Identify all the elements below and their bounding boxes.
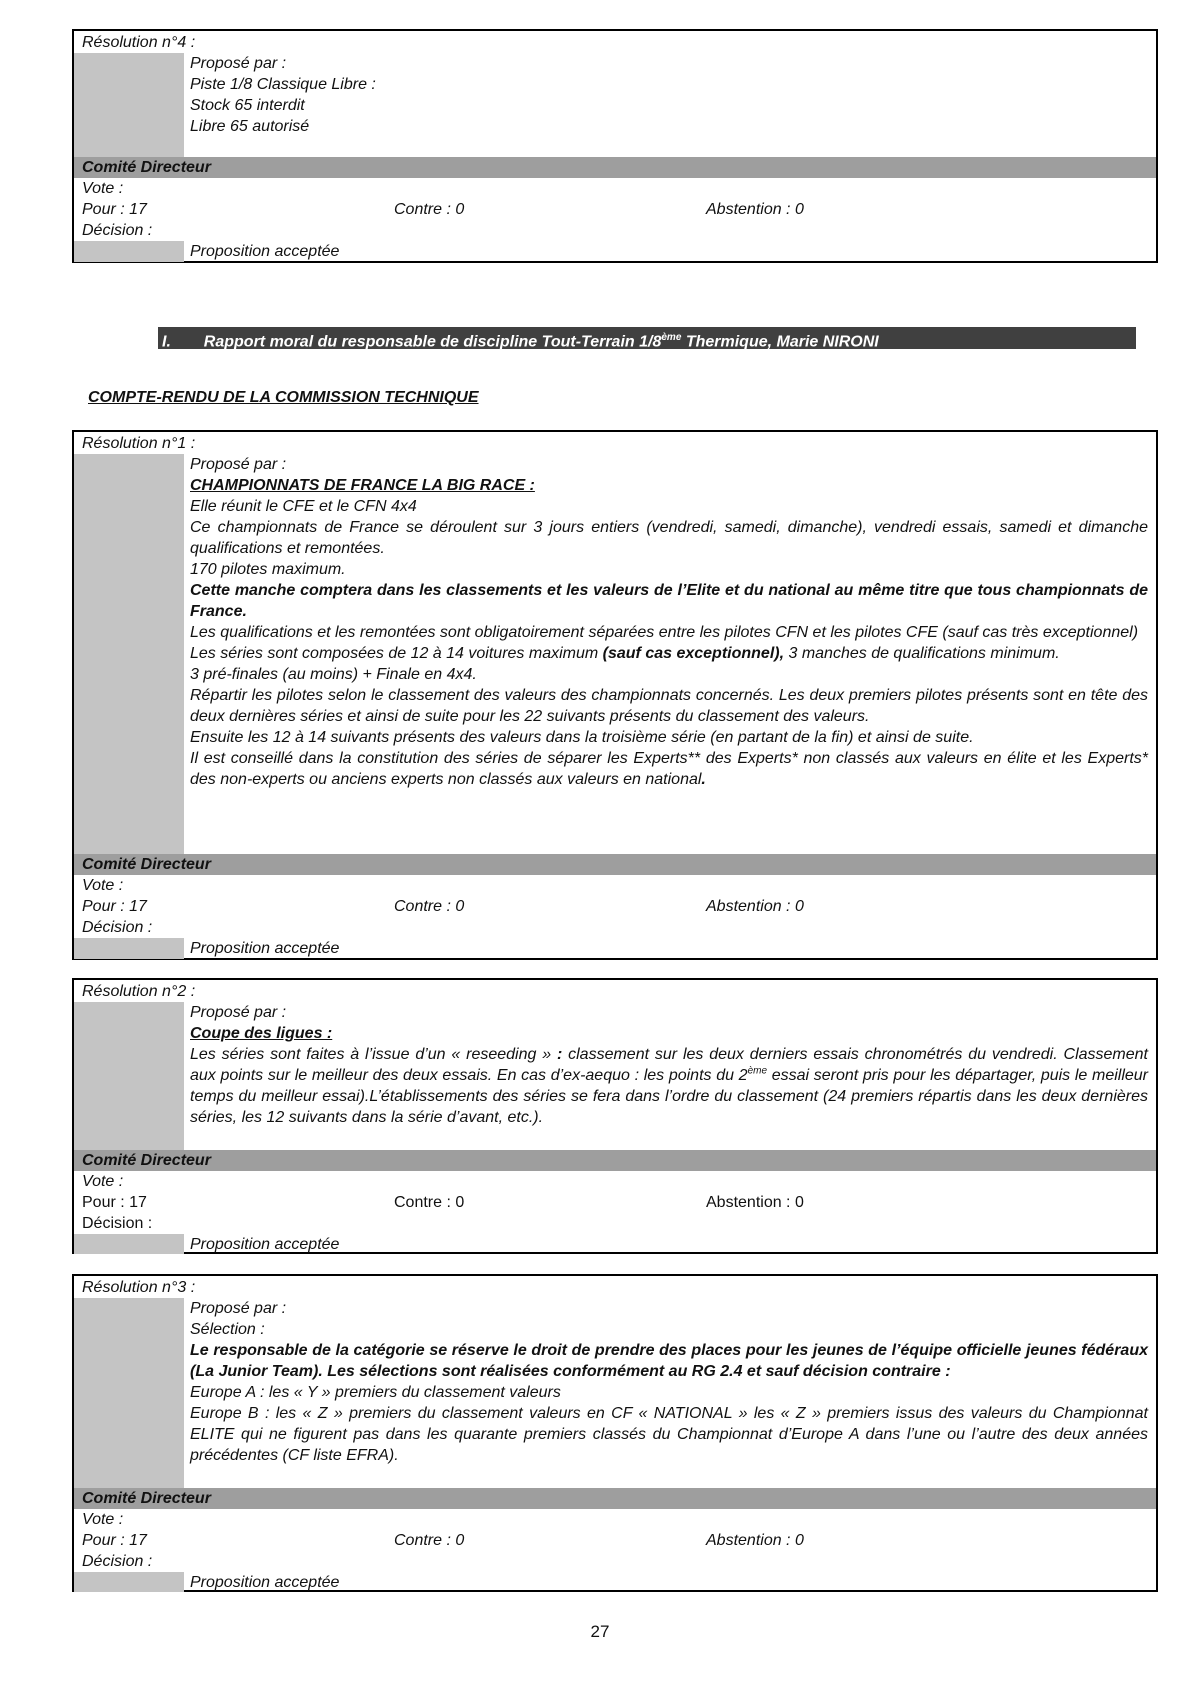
gray-margin-block	[74, 1298, 184, 1506]
proposed-by-label: Proposé par :	[190, 1300, 287, 1317]
text-start: Les séries sont faites à l’issue d’un « reseeding »	[190, 1046, 557, 1063]
proposal-line: Piste 1/8 Classique Libre :	[190, 76, 376, 93]
series-end: 3 manches de qualifications minimum.	[784, 645, 1060, 662]
vote-pour: Pour : 17	[82, 201, 147, 218]
decision-label-row	[82, 220, 1156, 241]
proposal-line: 3 pré-finales (au moins) + Finale en 4x4.	[190, 666, 477, 683]
proposal-line: Ensuite les 12 à 14 suivants présents des valeurs dans la troisième série (en partant de la fin) et ainsi de suite.	[190, 729, 974, 746]
committee-header: Comité Directeur	[74, 157, 1156, 178]
text-end: essai seront pris pour les départager, puis le meilleur temps du meilleur essai).L’établissements des séries se fera dans l’ordre du classement (24 premiers répartis dans les deux dernières séries, les 12 suivants dans la série d’avant, etc.).	[190, 1067, 1149, 1126]
resolution-title: Résolution n°4 :	[82, 34, 196, 51]
proposal-text	[190, 1298, 1148, 1466]
gray-margin-block	[74, 938, 184, 959]
proposal-line: Europe A : les « Y » premiers du classement valeurs	[190, 1384, 561, 1401]
page-number: 27	[590, 1622, 610, 1641]
series-start: Les séries sont composées de 12 à 14 voitures maximum	[190, 645, 603, 662]
last-line-text: Il est conseillé dans la constitution des séries de séparer les Experts** des Experts* non classés aux valeurs en élite et les Experts* des non-experts ou anciens experts non classés aux valeurs en national	[190, 750, 1148, 788]
series-bold: (sauf cas exceptionnel),	[602, 645, 785, 662]
committee-header: Comité Directeur	[74, 1150, 1156, 1171]
vote-contre: Contre : 0	[394, 898, 465, 915]
section-title-sup: ème	[661, 332, 682, 343]
proposed-by-label: Proposé par :	[190, 1004, 287, 1021]
vote-abstention: Abstention : 0	[706, 898, 804, 915]
text-colon: :	[556, 1046, 563, 1063]
vote-label-row	[82, 875, 1156, 896]
proposal-subheading: Sélection :	[190, 1321, 265, 1338]
resolution-2-box	[72, 978, 1158, 1254]
vote-results-row	[82, 199, 1156, 220]
commission-title: COMPTE-RENDU DE LA COMMISSION TECHNIQUE	[88, 389, 479, 406]
vote-abstention: Abstention : 0	[706, 1194, 804, 1211]
resolution-title: Résolution n°3 :	[82, 1279, 196, 1296]
committee-header: Comité Directeur	[74, 854, 1156, 875]
text-sup: ème	[747, 1065, 768, 1077]
resolution-title: Résolution n°2 :	[82, 983, 196, 1000]
vote-results-row	[82, 1530, 1156, 1551]
gray-margin-block	[74, 1572, 184, 1592]
resolution-4-box	[72, 29, 1158, 263]
resolution-1-box	[72, 430, 1158, 960]
section-heading-bar	[158, 327, 1136, 349]
vote-abstention: Abstention : 0	[706, 201, 804, 218]
proposal-bold-text: Le responsable de la catégorie se réserve le droit de prendre des places pour les jeunes de l’équipe officielle jeunes fédéraux (La Junior Team). Les sélections sont réalisées conformément au RG 2.4 et sauf décision contraire :	[190, 1342, 1148, 1380]
vote-label-row	[82, 178, 1156, 199]
vote-results-row	[82, 1192, 1156, 1213]
decision-label: Décision :	[82, 919, 153, 936]
resolution-title: Résolution n°1 :	[82, 435, 196, 452]
decision-text: Proposition acceptée	[190, 1574, 340, 1591]
proposal-last-line	[190, 748, 1148, 790]
section-title-end: Thermique, Marie NIRONI	[681, 333, 879, 351]
proposal-line: 170 pilotes maximum.	[190, 561, 346, 578]
proposal-line: Ce championnats de France se déroulent sur 3 jours entiers (vendredi, samedi, dimanche), vendredi essais, samedi et dimanche qualifications et remontées.	[190, 519, 1148, 557]
proposal-heading: CHAMPIONNATS DE FRANCE LA BIG RACE :	[190, 477, 535, 494]
proposal-line: Les qualifications et les remontées sont obligatoirement séparées entre les pilotes CFN et les pilotes CFE (sauf cas très exceptionnel)	[190, 624, 1139, 641]
proposal-text	[190, 53, 1148, 137]
decision-label: Décision :	[82, 222, 153, 239]
gray-margin-block	[74, 1234, 184, 1254]
proposal-line: Europe B : les « Z » premiers du classement valeurs en CF « NATIONAL » les « Z » premiers issus des valeurs du Championnat ELITE qui ne figurent pas dans les quarante premiers classés du Championnat d’Europe A dans l’une ou l’autre des deux années précédentes (CF liste EFRA).	[190, 1405, 1148, 1464]
committee-header: Comité Directeur	[74, 1488, 1156, 1509]
vote-pour: Pour : 17	[82, 1194, 147, 1211]
vote-contre: Contre : 0	[394, 1194, 465, 1211]
vote-label: Vote :	[82, 1173, 124, 1190]
last-line-dot: .	[701, 771, 706, 788]
vote-label: Vote :	[82, 877, 124, 894]
vote-contre: Contre : 0	[394, 201, 465, 218]
proposal-paragraph	[190, 1044, 1148, 1128]
decision-label: Décision :	[82, 1215, 153, 1232]
proposal-heading: Coupe des ligues :	[190, 1025, 333, 1042]
proposal-line: Stock 65 interdit	[190, 97, 305, 114]
vote-label-row	[82, 1171, 1156, 1192]
gray-margin-block	[74, 454, 184, 872]
decision-label-row	[82, 917, 1156, 938]
vote-label: Vote :	[82, 180, 124, 197]
gray-margin-block	[74, 241, 184, 262]
proposal-text	[190, 454, 1148, 790]
vote-label: Vote :	[82, 1511, 124, 1528]
section-title: Rapport moral du responsable de discipline Tout-Terrain 1/8	[203, 333, 662, 351]
decision-label: Décision :	[82, 1553, 153, 1570]
proposal-line: Elle réunit le CFE et le CFN 4x4	[190, 498, 417, 515]
vote-pour: Pour : 17	[82, 898, 147, 915]
proposal-line: Répartir les pilotes selon le classement des valeurs des championnats concernés. Les deux premiers pilotes présents sont en tête des deux dernières séries et ainsi de suite pour les 22 suivants présents du classement des valeurs.	[190, 687, 1148, 725]
vote-contre: Contre : 0	[394, 1532, 465, 1549]
proposed-by-label: Proposé par :	[190, 55, 287, 72]
vote-label-row	[82, 1509, 1156, 1530]
proposal-series-line	[190, 643, 1148, 664]
proposed-by-label: Proposé par :	[190, 456, 287, 473]
decision-label-row	[82, 1551, 1156, 1572]
text-mid: classement sur les deux derniers essais chronométrés du vendredi. Classement aux points sur le meilleur des deux essais. En cas d’ex-aequo : les points du 2	[190, 1046, 1148, 1084]
decision-text: Proposition acceptée	[190, 1236, 340, 1253]
proposal-bold-line: Cette manche comptera dans les classements et les valeurs de l’Elite et du national au même titre que tous championnats de France.	[190, 582, 1148, 620]
resolution-3-box	[72, 1274, 1158, 1592]
decision-text: Proposition acceptée	[190, 940, 340, 957]
gray-margin-block	[74, 1002, 184, 1168]
vote-pour: Pour : 17	[82, 1532, 147, 1549]
section-prefix: I.	[162, 333, 171, 351]
proposal-text	[190, 1002, 1148, 1128]
decision-text: Proposition acceptée	[190, 243, 340, 260]
vote-results-row	[82, 896, 1156, 917]
proposal-line: Libre 65 autorisé	[190, 118, 310, 135]
decision-label-row	[82, 1213, 1156, 1234]
vote-abstention: Abstention : 0	[706, 1532, 804, 1549]
